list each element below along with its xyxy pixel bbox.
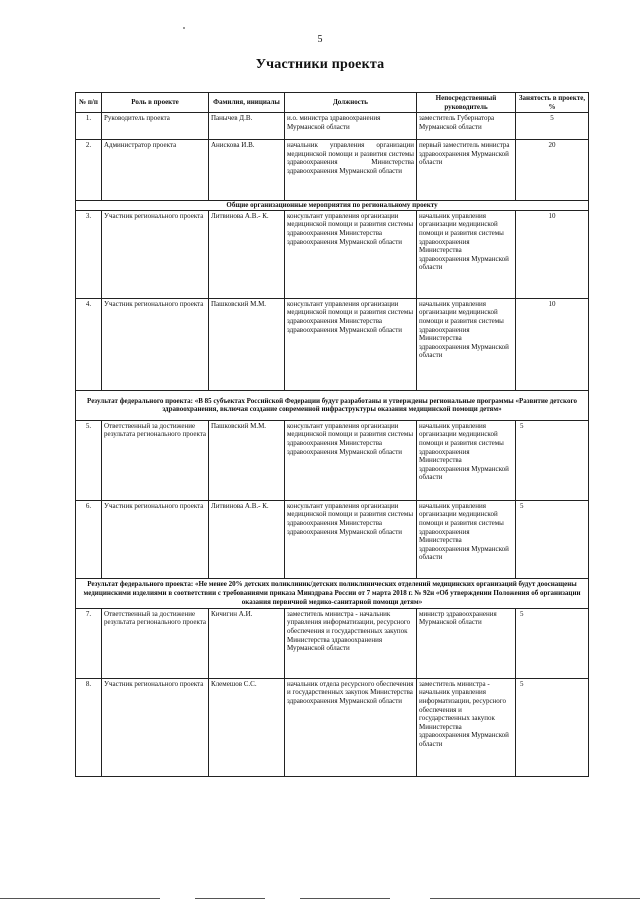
row-supervisor: начальник управления организации медицинской помощи и развития системы здравоохранения Министерства здравоохранения Мурманской области xyxy=(417,500,516,578)
table-row xyxy=(76,420,589,500)
row-name: Литвинова А.В.- К. xyxy=(209,500,285,578)
header-supervisor: Непосредственный руководитель xyxy=(417,93,516,113)
row-supervisor: министр здравоохранения Мурманской области xyxy=(417,608,516,678)
section-heading: Общие организационные мероприятия по региональному проекту xyxy=(76,201,589,211)
row-name: Литвинова А.В.- К. xyxy=(209,210,285,298)
row-role: Ответственный за достижение результата регионального проекта xyxy=(102,608,209,678)
row-employment: 5 xyxy=(516,420,589,500)
row-employment: 5 xyxy=(516,500,589,578)
row-position: консультант управления организации медицинской помощи и развития системы здравоохранения Министерства здравоохранения Мурманской области xyxy=(285,500,417,578)
table-row xyxy=(76,298,589,390)
row-supervisor: первый заместитель министра здравоохранения Мурманской области xyxy=(417,140,516,201)
row-num: 8. xyxy=(76,678,102,776)
row-role: Ответственный за достижение результата регионального проекта xyxy=(102,420,209,500)
table-row xyxy=(76,113,589,140)
row-position: консультант управления организации медицинской помощи и развития системы здравоохранения Министерства здравоохранения Мурманской области xyxy=(285,420,417,500)
section-heading: Результат федерального проекта: «В 85 субъектах Российской Федерации будут разработаны и утверждены региональные программы «Развитие детского здравоохранения, включая создание современной инфраструктуры оказания медицинской помощи детям» xyxy=(76,390,589,420)
table-row xyxy=(76,678,589,776)
row-role: Администратор проекта xyxy=(102,140,209,201)
header-employment: Занятость в проекте, % xyxy=(516,93,589,113)
row-supervisor: начальник управления организации медицинской помощи и развития системы здравоохранения Министерства здравоохранения Мурманской области xyxy=(417,420,516,500)
row-position: заместитель министра - начальник управления информатизации, ресурсного обеспечения и государственных закупок Министерства здравоохранения Мурманской области xyxy=(285,608,417,678)
row-num: 7. xyxy=(76,608,102,678)
table-row xyxy=(76,608,589,678)
row-role: Руководитель проекта xyxy=(102,113,209,140)
row-name: Кичигин А.И. xyxy=(209,608,285,678)
page-title: Участники проекта xyxy=(255,57,385,72)
participants-table xyxy=(75,92,589,777)
table-header-row xyxy=(76,93,589,113)
row-employment: 10 xyxy=(516,298,589,390)
row-position: консультант управления организации медицинской помощи и развития системы здравоохранения Министерства здравоохранения Мурманской области xyxy=(285,210,417,298)
row-num: 6. xyxy=(76,500,102,578)
row-supervisor: начальник управления организации медицинской помощи и развития системы здравоохранения Министерства здравоохранения Мурманской области xyxy=(417,298,516,390)
table-row xyxy=(76,140,589,201)
scan-artifact xyxy=(183,27,185,29)
header-position: Должность xyxy=(285,93,417,113)
row-num: 5. xyxy=(76,420,102,500)
header-name: Фамилия, инициалы xyxy=(209,93,285,113)
page-bottom-edge xyxy=(0,898,640,899)
row-role: Участник регионального проекта xyxy=(102,298,209,390)
row-employment: 5 xyxy=(516,113,589,140)
section-row xyxy=(76,390,589,420)
header-num: № п/п xyxy=(76,93,102,113)
section-row xyxy=(76,201,589,211)
row-employment: 10 xyxy=(516,210,589,298)
table-row xyxy=(76,500,589,578)
row-num: 3. xyxy=(76,210,102,298)
row-name: Пашковский М.М. xyxy=(209,420,285,500)
table-row xyxy=(76,210,589,298)
row-role: Участник регионального проекта xyxy=(102,210,209,298)
row-employment: 20 xyxy=(516,140,589,201)
row-employment: 5 xyxy=(516,678,589,776)
row-employment: 5 xyxy=(516,608,589,678)
row-name: Анискова И.В. xyxy=(209,140,285,201)
row-num: 4. xyxy=(76,298,102,390)
header-role: Роль в проекте xyxy=(102,93,209,113)
row-role: Участник регионального проекта xyxy=(102,678,209,776)
row-supervisor: заместитель министра - начальник управления информатизации, ресурсного обеспечения и государственных закупок Министерства здравоохранения Мурманской области xyxy=(417,678,516,776)
row-name: Пашковский М.М. xyxy=(209,298,285,390)
row-supervisor: заместитель Губернатора Мурманской области xyxy=(417,113,516,140)
row-name: Панычев Д.В. xyxy=(209,113,285,140)
row-num: 2. xyxy=(76,140,102,201)
section-heading: Результат федерального проекта: «Не менее 20% детских поликлиник/детских поликлинических отделений медицинских организаций будут дооснащены медицинскими изделиями в соответствии с требованиями приказа Минздрава России от 7 марта 2018 г. № 92н «Об утверждении Положения об организации оказания первичной медико-санитарной помощи детям» xyxy=(76,578,589,608)
row-role: Участник регионального проекта xyxy=(102,500,209,578)
row-num: 1. xyxy=(76,113,102,140)
row-position: начальник управления организации медицинской помощи и развития системы здравоохранения Министерства здравоохранения Мурманской области xyxy=(285,140,417,201)
row-name: Клемешов С.С. xyxy=(209,678,285,776)
row-position: консультант управления организации медицинской помощи и развития системы здравоохранения Министерства здравоохранения Мурманской области xyxy=(285,298,417,390)
section-row xyxy=(76,578,589,608)
row-supervisor: начальник управления организации медицинской помощи и развития системы здравоохранения Министерства здравоохранения Мурманской области xyxy=(417,210,516,298)
row-position: начальник отдела ресурсного обеспечения и государственных закупок Министерства здравоохранения Мурманской области xyxy=(285,678,417,776)
row-position: и.о. министра здравоохранения Мурманской области xyxy=(285,113,417,140)
page-number: 5 xyxy=(317,34,323,45)
